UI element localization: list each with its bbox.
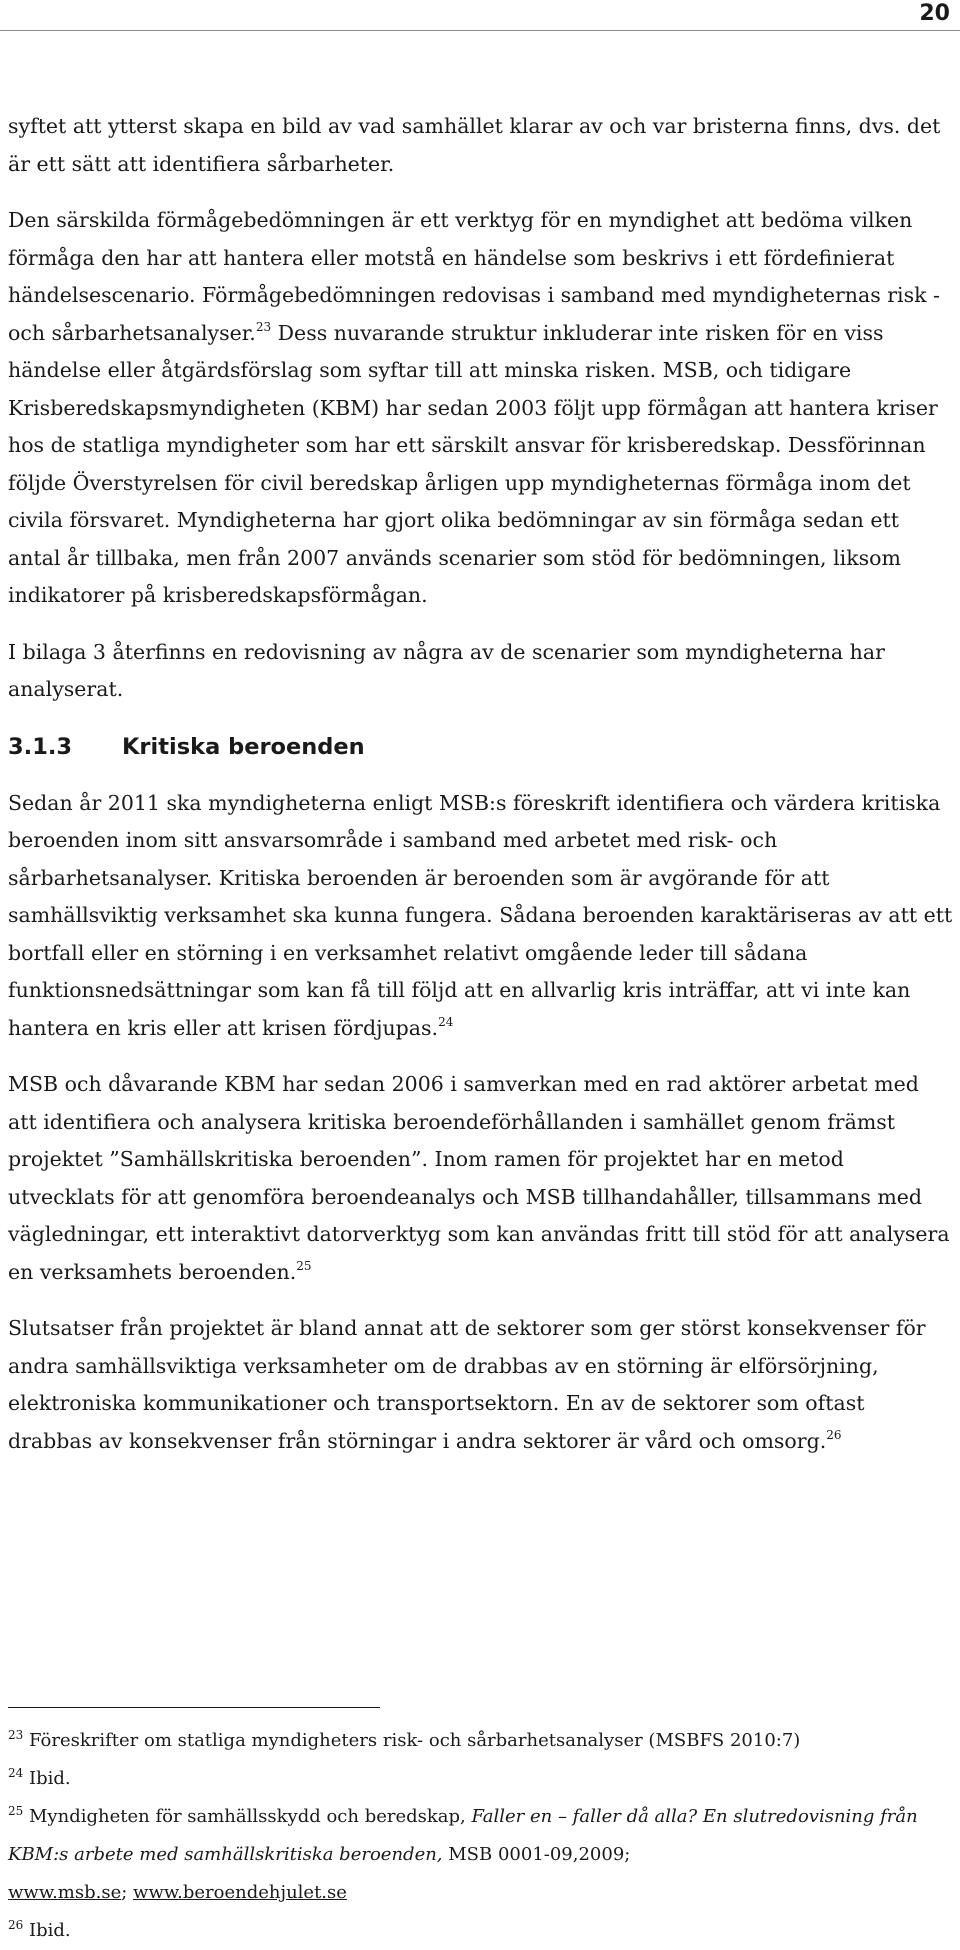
- footnote-ref-23: 23: [255, 319, 272, 334]
- body-text: [8, 108, 953, 1479]
- section-heading: [8, 728, 953, 766]
- header-rule: [0, 30, 960, 31]
- page-number: 20: [919, 1, 950, 26]
- footnote-26: $^{26}$ Ibid.: [8, 1918, 71, 1941]
- beroendehjulet-link[interactable]: www.beroendehjulet.se: [133, 1882, 347, 1903]
- paragraph-4: Sedan år 2011 ska myndigheterna enligt MSB:s föreskrift identifiera och värdera kritiska beroenden inom sitt ansvarsområde i samband med arbetet med risk- och sårbarhetsanalyser. Kritiska beroenden är beroenden som är avgörande för att samhällsviktig verksamhet ska kunna fungera. Sådana beroenden karaktäriseras av att ett bortfall eller en störning i en verksamhet relativt omgående leder till sådana funktionsnedsättningar som kan få till följd att en allvarlig kris inträffar, att vi inte kan hantera en kris eller att krisen fördjupas.$^{24}$: [8, 790, 953, 1040]
- msb-link[interactable]: www.msb.se: [8, 1882, 122, 1903]
- footnote-separator: [8, 1707, 380, 1708]
- footnote-ref-24: 24: [438, 1014, 454, 1029]
- footnote-25: $^{25}$ Myndigheten för samhällsskydd och beredskap, Faller en – faller då alla? En slutredovisning från KBM:s arbete med samhällskritiska beroenden, MSB 0001-09,2009; www.msb.se; www.beroendehjulet.se: [8, 1804, 918, 1903]
- paragraph-6: Slutsatser från projektet är bland annat att de sektorer som ger störst konsekvenser för andra samhällsviktiga verksamheter om de drabbas av en störning är elförsörjning, elektroniska kommunikationer och transportsektorn. En av de sektorer som oftast drabbas av konsekvenser från störningar i andra sektorer är vård och omsorg.$^{26}$: [8, 1316, 926, 1453]
- footnote-24: $^{24}$ Ibid.: [8, 1766, 71, 1789]
- paragraph-3: I bilaga 3 återfinns en redovisning av några av de scenarier som myndigheterna har analyserat.: [8, 639, 885, 701]
- paragraph-1: syftet att ytterst skapa en bild av vad samhället klarar av och var bristerna finns, dvs. det är ett sätt att identifiera sårbarheter.: [8, 114, 941, 176]
- paragraph-2: Den särskilda förmågebedömningen är ett verktyg för en myndighet att bedöma vilken förmåga den har att hantera eller motstå en händelse som beskrivs i ett fördefinierat händelsescenario. Förmågebedömningen redovisas i samband med myndigheternas risk - och sårbarhetsanalyser.$^{23}$ Dess nuvarande struktur inkluderar inte risken för en viss händelse eller åtgärdsförslag som syftar till att minska risken. MSB, och tidigare Krisberedskapsmyndigheten (KBM) har sedan 2003 följt upp förmågan att hantera kriser hos de statliga myndigheter som har ett särskilt ansvar för krisberedskap. Dessförinnan följde Överstyrelsen för civil beredskap årligen upp myndigheternas förmåga inom det civila försvaret. Myndigheterna har gjort olika bedömningar av sin förmåga sedan ett antal år tillbaka, men från 2007 används scenarier som stöd för bedömningen, liksom indikatorer på krisberedskapsförmågan.: [8, 208, 940, 607]
- footnote-23: $^{23}$ Föreskrifter om statliga myndigheters risk- och sårbarhetsanalyser (MSBFS 2010:7): [8, 1728, 801, 1751]
- section-number: 3.1.3: [8, 733, 73, 760]
- paragraph-5: MSB och dåvarande KBM har sedan 2006 i samverkan med en rad aktörer arbetat med att identifiera och analysera kritiska beroendeförhållanden i samhället genom främst projektet ”Samhällskritiska beroenden”. Inom ramen för projektet har en metod utvecklats för att genomföra beroendeanalys och MSB tillhandahåller, tillsammans med vägledningar, ett interaktivt datorverktyg som kan användas fritt till stöd för att analysera en verksamhets beroenden.$^{25}$: [8, 1072, 950, 1284]
- footnote-ref-26: 26: [826, 1427, 842, 1442]
- footnotes: [8, 1722, 953, 1950]
- footnote-ref-25: 25: [296, 1258, 312, 1273]
- section-title: Kritiska beroenden: [122, 733, 365, 760]
